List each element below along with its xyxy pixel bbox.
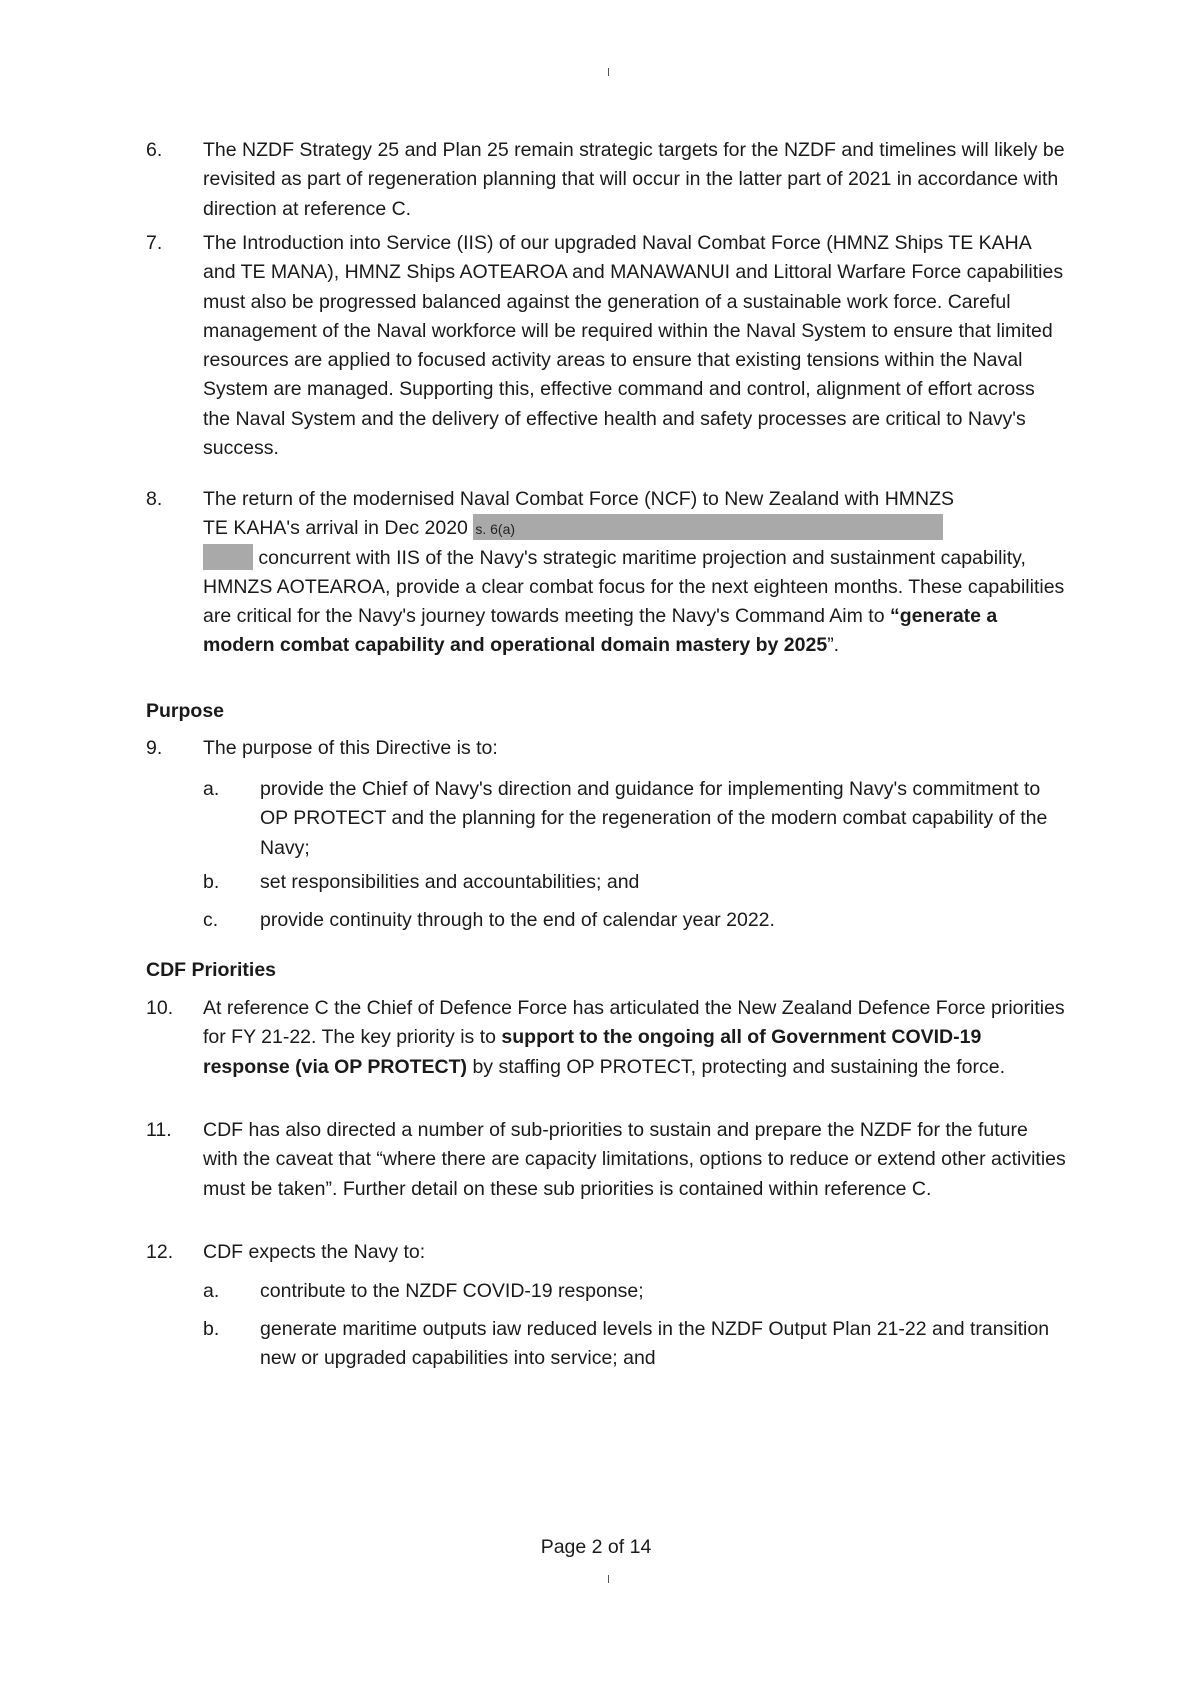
paragraph-text: CDF expects the Navy to: (203, 1241, 426, 1263)
paragraph-text: The NZDF Strategy 25 and Plan 25 remain strategic targets for the NZDF and timelines will likely be revisited as part of regeneration planning that will occur in the latter part of 2021 in accordance with direction at reference C. (203, 139, 1065, 220)
sub-item-c: c. provide continuity through to the end of calendar year 2022. (203, 909, 775, 931)
bold-text: generate a modern combat capability and operational domain mastery by 2025 (203, 605, 998, 657)
paragraph-number: 7. (146, 232, 163, 254)
section-heading-cdf-priorities: CDF Priorities (146, 959, 277, 981)
sub-item-b: b. generate maritime outputs iaw reduced levels in the NZDF Output Plan 21-22 and transition new or upgraded capabilities into service; and (203, 1318, 1050, 1370)
page-number: Page 2 of 14 (540, 1536, 652, 1558)
section-heading-purpose: Purpose (146, 700, 225, 722)
paragraph-number: 6. (146, 139, 163, 161)
sub-item-a: a. contribute to the NZDF COVID-19 response; (203, 1280, 644, 1302)
sub-item-a: a. provide the Chief of Navy's direction and guidance for implementing Navy's commitment to OP PROTECT and the planning for the regeneration of the modern combat capability of the Navy; (203, 778, 1048, 859)
paragraph-number: 8. (146, 488, 163, 510)
paragraph-6 (146, 136, 1066, 224)
scan-mark (608, 1575, 609, 1583)
paragraph-text: The Introduction into Service (IIS) of our upgraded Naval Combat Force (HMNZ Ships TE KAHA and TE MANA), HMNZ Ships AOTEAROA and MANAWANUI and Littoral Warfare Force capabilities must also be progressed balanced against the generation of a sustainable work force. Careful management of the Naval workforce will be required within the Naval System to ensure that limited resources are applied to focused activity areas to ensure that existing tensions within the Naval System are managed. Supporting this, effective command and control, alignment of effort across the Naval System and the delivery of effective health and safety processes are critical to Navy's success. (203, 232, 1064, 460)
paragraph-9 (146, 734, 1066, 763)
paragraph-text: CDF has also directed a number of sub-priorities to sustain and prepare the NZDF for the future with the caveat that “where there are capacity limitations, options to reduce or extend other activities must be taken”. Further detail on these sub priorities is contained within reference C. (203, 1119, 1066, 1200)
paragraph-text: concurrent with IIS of the Navy's strategic maritime projection and sustainment capability, HMNZS AOTEAROA, provide a clear combat focus for the next eighteen months. These capabilities are critical for the Navy's journey towards meeting the Navy's Command Aim to (203, 546, 1065, 628)
paragraph-11 (146, 1116, 1066, 1204)
paragraph-text: TE KAHA's arrival in Dec 2020 (203, 517, 468, 540)
paragraph-number: 11. (146, 1119, 172, 1141)
redaction-box (203, 544, 253, 570)
scan-mark (608, 68, 609, 76)
redaction-box (473, 514, 943, 540)
paragraph-10: 10. At reference C the Chief of Defence Force has articulated the New Zealand Defence Force priorities for FY 21-22. The key priority is to support to the ongoing all of Government COVID-19 response (via OP PROTECT) by staffing OP PROTECT, protecting and sustaining the force. (146, 994, 1066, 1082)
paragraph-number: 9. (146, 737, 163, 759)
paragraph-number: 12. (146, 1241, 174, 1263)
redaction-label: s. 6(a) (475, 521, 516, 538)
paragraph-number: 10. (146, 997, 174, 1019)
paragraph-text: The purpose of this Directive is to: (203, 737, 498, 759)
paragraph-7 (146, 229, 1066, 463)
sub-item-b: b. set responsibilities and accountabilities; and (203, 871, 640, 893)
paragraph-12 (146, 1238, 1066, 1267)
paragraph-text: The return of the modernised Naval Combat Force (NCF) to New Zealand with HMNZS (203, 488, 955, 510)
paragraph-8: 8. The return of the modernised Naval Combat Force (NCF) to New Zealand with HMNZS TE KAHA's arrival in Dec 2020 s. 6(a) concurrent with IIS of the Navy's strategic maritime projection and sustainment capability, HMNZS AOTEAROA, provide a clear combat focus for the next eighteen months. These capabilities are critical for the Navy's journey towards meeting the Navy's Command Aim to “generate a modern combat capability and operational domain mastery by 2025”. (146, 485, 1066, 661)
bold-text: support to the ongoing all of Government COVID-19 response (via OP PROTECT) (203, 1026, 982, 1078)
